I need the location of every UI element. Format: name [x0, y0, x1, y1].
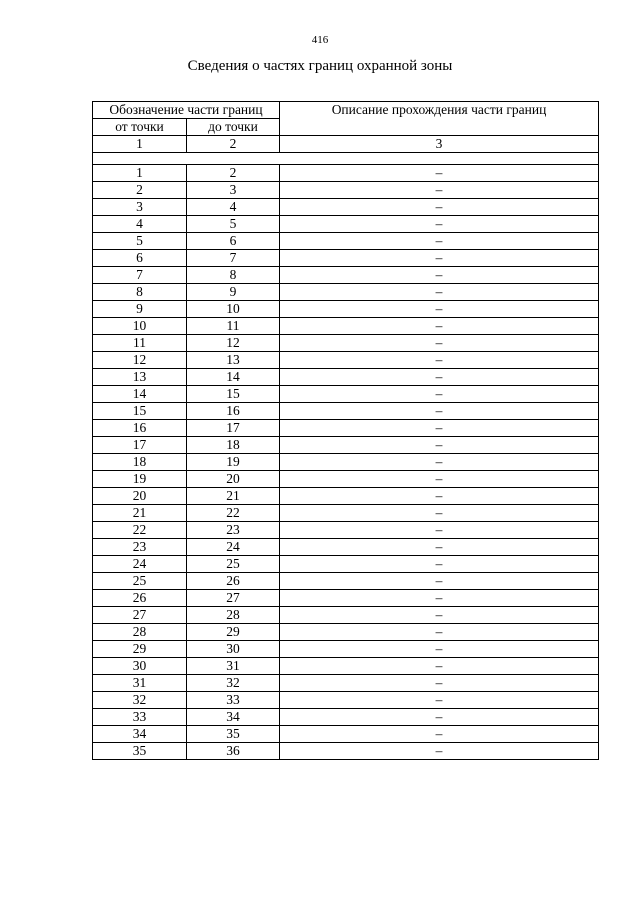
- cell-description: –: [280, 454, 599, 471]
- table-row: [93, 233, 599, 250]
- boundary-parts-table: [92, 101, 599, 760]
- cell-to-point: 25: [187, 556, 280, 573]
- table-row: [93, 743, 599, 760]
- cell-description: –: [280, 539, 599, 556]
- table-row: [93, 437, 599, 454]
- cell-from-point: 2: [93, 182, 187, 199]
- table-row: [93, 522, 599, 539]
- table-row: [93, 692, 599, 709]
- table-row: [93, 352, 599, 369]
- table-row: [93, 658, 599, 675]
- cell-from-point: 33: [93, 709, 187, 726]
- cell-to-point: 36: [187, 743, 280, 760]
- cell-from-point: 32: [93, 692, 187, 709]
- cell-from-point: 23: [93, 539, 187, 556]
- cell-description: –: [280, 352, 599, 369]
- cell-from-point: 6: [93, 250, 187, 267]
- cell-to-point: 14: [187, 369, 280, 386]
- cell-to-point: 20: [187, 471, 280, 488]
- cell-description: –: [280, 624, 599, 641]
- table-row: [93, 420, 599, 437]
- cell-to-point: 17: [187, 420, 280, 437]
- cell-from-point: 10: [93, 318, 187, 335]
- cell-from-point: 20: [93, 488, 187, 505]
- cell-from-point: 11: [93, 335, 187, 352]
- cell-to-point: 5: [187, 216, 280, 233]
- header-boundary-part-designation: Обозначение части границ: [93, 102, 280, 119]
- cell-to-point: 29: [187, 624, 280, 641]
- cell-to-point: 31: [187, 658, 280, 675]
- cell-description: –: [280, 505, 599, 522]
- table-row: [93, 573, 599, 590]
- cell-from-point: 26: [93, 590, 187, 607]
- cell-description: –: [280, 199, 599, 216]
- table-row: [93, 471, 599, 488]
- table-row: [93, 284, 599, 301]
- cell-to-point: 11: [187, 318, 280, 335]
- table-row: [93, 624, 599, 641]
- cell-description: –: [280, 250, 599, 267]
- cell-from-point: 18: [93, 454, 187, 471]
- cell-description: –: [280, 743, 599, 760]
- cell-to-point: 33: [187, 692, 280, 709]
- cell-from-point: 7: [93, 267, 187, 284]
- cell-to-point: 19: [187, 454, 280, 471]
- cell-description: –: [280, 335, 599, 352]
- cell-to-point: 34: [187, 709, 280, 726]
- table-row: [93, 250, 599, 267]
- table-row: [93, 318, 599, 335]
- cell-to-point: 30: [187, 641, 280, 658]
- cell-to-point: 4: [187, 199, 280, 216]
- cell-to-point: 12: [187, 335, 280, 352]
- cell-from-point: 9: [93, 301, 187, 318]
- cell-from-point: 27: [93, 607, 187, 624]
- cell-description: –: [280, 658, 599, 675]
- cell-description: –: [280, 216, 599, 233]
- cell-description: –: [280, 386, 599, 403]
- cell-to-point: 9: [187, 284, 280, 301]
- table-row: [93, 301, 599, 318]
- page-number: 416: [311, 34, 329, 46]
- cell-description: –: [280, 488, 599, 505]
- table-row: [93, 199, 599, 216]
- table-row: [93, 386, 599, 403]
- cell-from-point: 4: [93, 216, 187, 233]
- cell-description: –: [280, 403, 599, 420]
- cell-from-point: 12: [93, 352, 187, 369]
- cell-from-point: 3: [93, 199, 187, 216]
- cell-to-point: 15: [187, 386, 280, 403]
- table-row: [93, 556, 599, 573]
- table-row: [93, 454, 599, 471]
- cell-to-point: 22: [187, 505, 280, 522]
- cell-from-point: 35: [93, 743, 187, 760]
- cell-to-point: 13: [187, 352, 280, 369]
- cell-to-point: 24: [187, 539, 280, 556]
- cell-to-point: 35: [187, 726, 280, 743]
- cell-from-point: 15: [93, 403, 187, 420]
- cell-description: –: [280, 590, 599, 607]
- cell-to-point: 21: [187, 488, 280, 505]
- cell-from-point: 21: [93, 505, 187, 522]
- cell-description: –: [280, 437, 599, 454]
- cell-to-point: 7: [187, 250, 280, 267]
- header-boundary-description: Описание прохождения части границ: [280, 102, 599, 136]
- cell-from-point: 34: [93, 726, 187, 743]
- cell-description: –: [280, 233, 599, 250]
- cell-description: –: [280, 471, 599, 488]
- header-from-point: от точки: [93, 119, 187, 136]
- cell-to-point: 3: [187, 182, 280, 199]
- column-number: 1: [93, 136, 187, 153]
- cell-to-point: 28: [187, 607, 280, 624]
- cell-description: –: [280, 607, 599, 624]
- cell-description: –: [280, 573, 599, 590]
- header-to-point: до точки: [187, 119, 280, 136]
- cell-from-point: 5: [93, 233, 187, 250]
- cell-from-point: 28: [93, 624, 187, 641]
- table-row: [93, 182, 599, 199]
- cell-from-point: 29: [93, 641, 187, 658]
- cell-from-point: 17: [93, 437, 187, 454]
- cell-description: –: [280, 267, 599, 284]
- cell-from-point: 30: [93, 658, 187, 675]
- cell-to-point: 8: [187, 267, 280, 284]
- cell-description: –: [280, 675, 599, 692]
- cell-to-point: 16: [187, 403, 280, 420]
- document-title: Сведения о частях границ охранной зоны: [187, 58, 453, 74]
- cell-to-point: 26: [187, 573, 280, 590]
- cell-description: –: [280, 301, 599, 318]
- cell-from-point: 31: [93, 675, 187, 692]
- cell-description: –: [280, 318, 599, 335]
- cell-description: –: [280, 641, 599, 658]
- cell-from-point: 19: [93, 471, 187, 488]
- spacer-cell: [93, 153, 599, 165]
- spacer-row: [93, 153, 599, 165]
- cell-description: –: [280, 369, 599, 386]
- table-row: [93, 403, 599, 420]
- cell-from-point: 13: [93, 369, 187, 386]
- cell-from-point: 16: [93, 420, 187, 437]
- table-row: [93, 675, 599, 692]
- table-row: [93, 607, 599, 624]
- table-row: [93, 165, 599, 182]
- table-row: [93, 267, 599, 284]
- cell-to-point: 23: [187, 522, 280, 539]
- cell-from-point: 25: [93, 573, 187, 590]
- table-row: [93, 641, 599, 658]
- cell-description: –: [280, 726, 599, 743]
- column-number: 3: [280, 136, 599, 153]
- cell-to-point: 32: [187, 675, 280, 692]
- column-number-row: [93, 136, 599, 153]
- cell-description: –: [280, 165, 599, 182]
- cell-description: –: [280, 284, 599, 301]
- column-number: 2: [187, 136, 280, 153]
- cell-to-point: 6: [187, 233, 280, 250]
- table-row: [93, 369, 599, 386]
- table-row: [93, 335, 599, 352]
- cell-from-point: 24: [93, 556, 187, 573]
- table-row: [93, 539, 599, 556]
- cell-to-point: 10: [187, 301, 280, 318]
- table-row: [93, 590, 599, 607]
- cell-from-point: 1: [93, 165, 187, 182]
- cell-from-point: 22: [93, 522, 187, 539]
- cell-to-point: 27: [187, 590, 280, 607]
- cell-from-point: 14: [93, 386, 187, 403]
- cell-from-point: 8: [93, 284, 187, 301]
- table-row: [93, 726, 599, 743]
- cell-description: –: [280, 692, 599, 709]
- cell-description: –: [280, 182, 599, 199]
- table-row: [93, 505, 599, 522]
- cell-to-point: 18: [187, 437, 280, 454]
- table-row: [93, 709, 599, 726]
- table-row: [93, 488, 599, 505]
- header-row: [93, 102, 599, 119]
- cell-description: –: [280, 709, 599, 726]
- table-row: [93, 216, 599, 233]
- cell-to-point: 2: [187, 165, 280, 182]
- cell-description: –: [280, 556, 599, 573]
- cell-description: –: [280, 420, 599, 437]
- cell-description: –: [280, 522, 599, 539]
